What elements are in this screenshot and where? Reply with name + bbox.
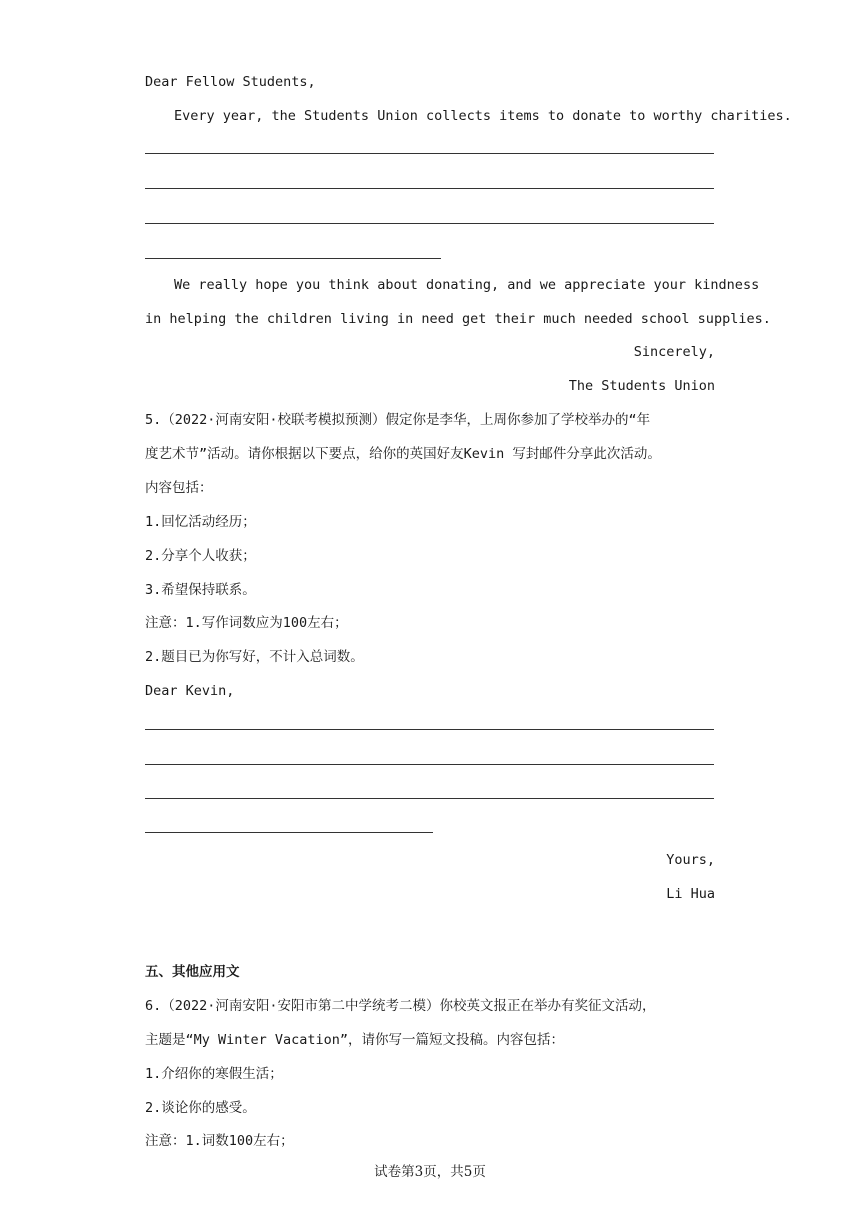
section-heading: 五、其他应用文 bbox=[145, 964, 240, 980]
answer-line bbox=[145, 258, 441, 259]
question-6-point: 2.谈论你的感受。 bbox=[145, 1100, 256, 1116]
answer-line bbox=[145, 729, 714, 730]
question-5-signature: Li Hua bbox=[666, 886, 715, 902]
letter-salutation: Dear Fellow Students, bbox=[145, 74, 316, 90]
question-6-note: 注意：1.词数100左右； bbox=[145, 1133, 294, 1149]
letter-closing-paragraph-line: We really hope you think about donating, and we appreciate your kindness bbox=[174, 277, 760, 293]
question-6-prompt: 主题是“My Winter Vacation”，请你写一篇短文投稿。内容包括： bbox=[145, 1032, 565, 1048]
answer-line bbox=[145, 832, 433, 833]
question-5-prompt: 度艺术节”活动。请你根据以下要点，给你的英国好友Kevin 写封邮件分享此次活动。 bbox=[145, 446, 661, 462]
question-5-point: 1.回忆活动经历； bbox=[145, 514, 256, 530]
question-5-point: 2.分享个人收获； bbox=[145, 548, 256, 564]
letter-opening-sentence: Every year, the Students Union collects items to donate to worthy charities. bbox=[174, 108, 792, 124]
letter-closing-paragraph-line: in helping the children living in need get their much needed school supplies. bbox=[145, 311, 771, 327]
question-5-prompt: 内容包括： bbox=[145, 480, 213, 496]
answer-line bbox=[145, 153, 714, 154]
answer-line bbox=[145, 188, 714, 189]
question-5-signoff: Yours, bbox=[666, 852, 715, 868]
answer-line bbox=[145, 764, 714, 765]
question-5-salutation: Dear Kevin, bbox=[145, 683, 235, 699]
question-5-point: 3.希望保持联系。 bbox=[145, 582, 256, 598]
page-footer: 试卷第3页，共5页 bbox=[374, 1164, 486, 1180]
question-5-note: 注意：1.写作词数应为100左右； bbox=[145, 615, 348, 631]
question-5-prompt: 5.（2022·河南安阳·校联考模拟预测）假定你是李华，上周你参加了学校举办的“年 bbox=[145, 412, 651, 428]
answer-line bbox=[145, 223, 714, 224]
question-5-note: 2.题目已为你写好，不计入总词数。 bbox=[145, 649, 364, 665]
letter-signature: The Students Union bbox=[568, 378, 715, 394]
question-6-prompt: 6.（2022·河南安阳·安阳市第二中学统考二模）你校英文报正在举办有奖征文活动， bbox=[145, 998, 656, 1014]
question-6-point: 1.介绍你的寒假生活； bbox=[145, 1066, 283, 1082]
answer-line bbox=[145, 798, 714, 799]
letter-signoff: Sincerely, bbox=[633, 344, 715, 360]
